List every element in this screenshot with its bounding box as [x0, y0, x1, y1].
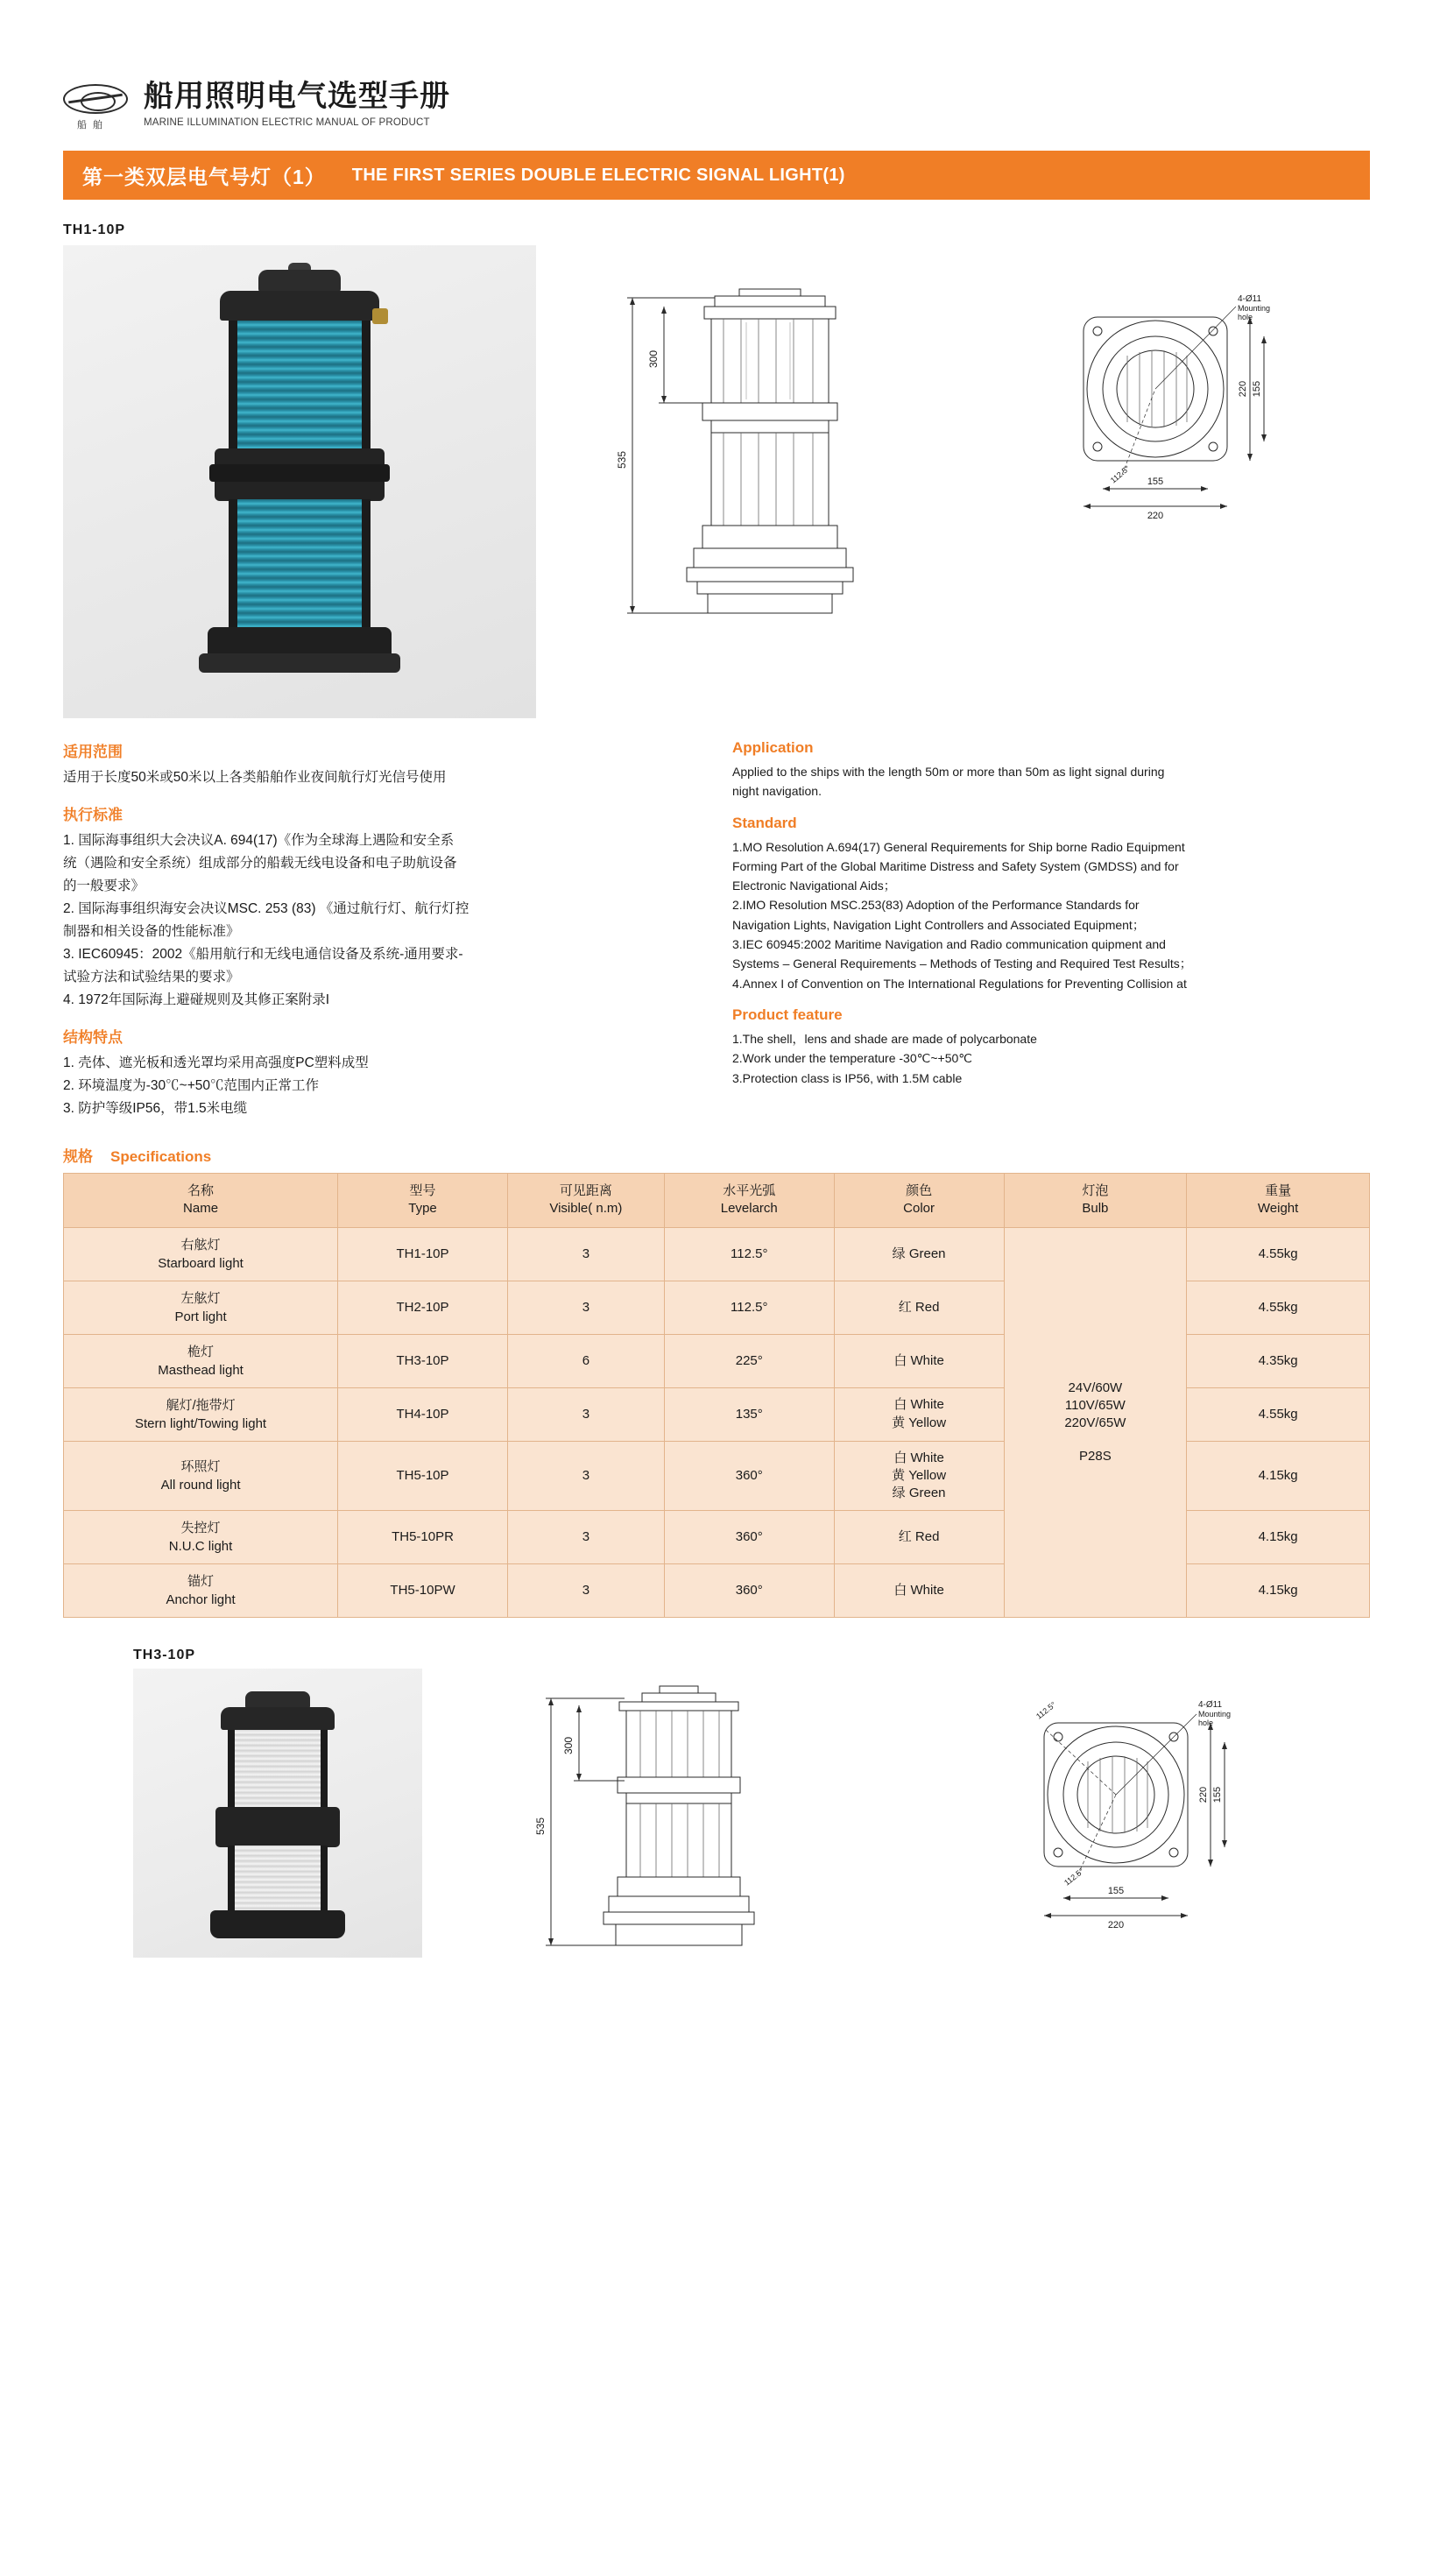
front-elevation-drawing-th3	[528, 1677, 817, 1966]
header-en: Weight	[1257, 1201, 1299, 1217]
section-heading-application-cn: 适用范围	[63, 744, 123, 760]
text-line: Navigation Lights, Navigation Light Controllers and Associated Equipment；	[732, 917, 1145, 932]
text-line: 2. 国际海事组织海安会决议MSC. 253 (83) 《通过航行灯、航行灯控	[63, 901, 469, 917]
cell-color	[834, 1227, 1004, 1281]
color-line: 绿 Green	[892, 1486, 946, 1501]
cell-type: TH1-10P	[338, 1227, 508, 1281]
header-cn: 可见距离	[559, 1183, 612, 1199]
cell-levelarch: 360°	[664, 1511, 834, 1564]
specifications-table	[63, 1173, 1370, 1618]
color-line: 白 White	[893, 1450, 944, 1465]
header-en: Color	[903, 1201, 935, 1217]
bottom-figure-row	[133, 1669, 1370, 1966]
section-body-standard-cn	[63, 830, 701, 1011]
text-line: 4.Annex I of Convention on The International Regulations for Preventing Collision at	[732, 976, 1187, 991]
header-en: Type	[408, 1201, 437, 1217]
col-header-type	[338, 1174, 508, 1228]
dim-inner-dia-bottom2: 155	[1107, 1886, 1124, 1897]
product-photo-th1-10p	[63, 245, 536, 718]
section-body-application-cn	[63, 767, 701, 788]
cell-color	[834, 1334, 1004, 1387]
cell-weight: 4.55kg	[1187, 1387, 1370, 1441]
text-line: 统（遇险和安全系统）组成部分的船载无线电设备和电子助航设备	[63, 856, 457, 872]
table-header-row	[64, 1174, 1370, 1228]
table-row	[64, 1227, 1370, 1281]
spec-title-en: Specifications	[110, 1148, 212, 1166]
dim-bolt-note2: hole	[1237, 313, 1253, 321]
manual-title-en: MARINE ILLUMINATION ELECTRIC MANUAL OF PRODUCT	[144, 117, 430, 129]
top-technical-drawings	[557, 245, 1370, 639]
dim-bolt-note1-bottom: Mounting	[1197, 1710, 1231, 1719]
manual-title-cn: 船用照明电气选型手册	[144, 79, 450, 113]
cell-visible: 3	[507, 1227, 664, 1281]
bulb-line: P28S	[1079, 1449, 1112, 1464]
name-en: N.U.C light	[168, 1539, 233, 1555]
text-line: 1.MO Resolution A.694(17) General Requirements for Ship borne Radio Equipment	[732, 839, 1185, 854]
header-en: Visible( n.m)	[549, 1201, 623, 1217]
cell-levelarch: 360°	[664, 1564, 834, 1618]
dim-inner-dia: 155	[1251, 380, 1262, 398]
banner-title-cn: 第一类双层电气号灯（1）	[82, 165, 326, 188]
cell-levelarch: 360°	[664, 1441, 834, 1511]
name-cn: 桅灯	[187, 1344, 215, 1359]
cell-weight: 4.35kg	[1187, 1334, 1370, 1387]
section-heading-standard-cn: 执行标准	[63, 807, 123, 824]
section-body-feature-en	[732, 1030, 1370, 1087]
description-column-en	[732, 739, 1370, 1121]
section-body-application-en	[732, 763, 1370, 801]
color-line: 白 White	[893, 1352, 944, 1368]
col-header-weight	[1187, 1174, 1370, 1228]
text-line: Electronic Navigational Aids；	[732, 879, 896, 893]
banner-title-en: THE FIRST SERIES DOUBLE ELECTRIC SIGNAL LIGHT(1)	[351, 165, 845, 185]
text-line: 1. 壳体、遮光板和透光罩均采用高强度PC塑料成型	[63, 1055, 369, 1071]
cell-weight: 4.55kg	[1187, 1227, 1370, 1281]
text-line: 适用于长度50米或50米以上各类船舶作业夜间航行灯光信号使用	[63, 770, 447, 785]
text-line: 的一般要求》	[63, 879, 145, 894]
header-en: Name	[183, 1201, 219, 1217]
header-cn: 水平光弧	[723, 1183, 776, 1199]
front-elevation-drawing-th1	[610, 272, 925, 639]
cell-weight: 4.15kg	[1187, 1511, 1370, 1564]
company-logo-icon	[63, 77, 128, 131]
text-line: 1.The shell，lens and shade are made of polycarbonate	[732, 1031, 1037, 1046]
name-cn: 右舷灯	[180, 1237, 221, 1253]
dim-flange-dia-right-bottom: 220	[1197, 1787, 1209, 1803]
bulb-line: 24V/60W	[1068, 1380, 1123, 1395]
section-heading-application-en: Application	[732, 739, 814, 756]
name-en: All round light	[160, 1478, 241, 1493]
cell-color	[834, 1441, 1004, 1511]
name-en: Stern light/Towing light	[135, 1415, 267, 1431]
dim-angle: 112.5°	[1108, 463, 1132, 485]
section-heading-feature-en: Product feature	[732, 1006, 843, 1023]
cell-type: TH5-10P	[338, 1441, 508, 1511]
bulb-line: 110V/65W	[1064, 1397, 1126, 1413]
dim-bolt-spec: 4-Ø11	[1237, 294, 1261, 304]
cell-visible: 3	[507, 1511, 664, 1564]
cell-levelarch: 225°	[664, 1334, 834, 1387]
cell-name	[64, 1334, 338, 1387]
cell-name	[64, 1441, 338, 1511]
header-en: Levelarch	[720, 1201, 778, 1217]
color-line: 白 White	[893, 1397, 944, 1413]
name-en: Anchor light	[166, 1592, 236, 1608]
col-header-levelarch	[664, 1174, 834, 1228]
cell-visible: 3	[507, 1281, 664, 1334]
color-line: 黄 Yellow	[892, 1467, 947, 1483]
dim-upper-height: 300	[646, 349, 660, 369]
text-line: 3.IEC 60945:2002 Maritime Navigation and Radio communication quipment and	[732, 937, 1166, 952]
text-line: 1. 国际海事组织大会决议A. 694(17)《作为全球海上遇险和安全系	[63, 833, 455, 849]
plan-view-drawing-th3	[993, 1677, 1282, 1966]
cell-name	[64, 1281, 338, 1334]
text-line: 2.IMO Resolution MSC.253(83) Adoption of the Performance Standards for	[732, 898, 1140, 913]
header-cn: 颜色	[906, 1183, 933, 1199]
color-line: 白 White	[893, 1583, 944, 1599]
dim-bolt-note2-bottom: hole	[1197, 1719, 1213, 1728]
header-cn: 型号	[409, 1183, 436, 1199]
text-line: 3. IEC60945：2002《船用航行和无线电通信设备及系统-通用要求-	[63, 947, 463, 963]
bulb-spacer	[1008, 1432, 1183, 1448]
description-column-cn	[63, 739, 701, 1121]
header-cn: 重量	[1265, 1183, 1292, 1199]
dim-bolt-note1: Mounting	[1237, 304, 1270, 313]
cell-color	[834, 1387, 1004, 1441]
cell-type: TH2-10P	[338, 1281, 508, 1334]
top-model-label: TH1-10P	[63, 222, 126, 237]
cell-weight: 4.15kg	[1187, 1441, 1370, 1511]
cell-visible: 3	[507, 1387, 664, 1441]
cell-levelarch: 135°	[664, 1387, 834, 1441]
dim-inner-dia-right-bottom: 155	[1211, 1787, 1223, 1803]
cell-visible: 3	[507, 1564, 664, 1618]
spec-title-cn: 规格	[63, 1148, 93, 1166]
cell-visible: 6	[507, 1334, 664, 1387]
header-en: Bulb	[1082, 1201, 1109, 1217]
name-en: Port light	[174, 1309, 227, 1324]
name-cn: 锚灯	[187, 1574, 215, 1590]
name-en: Masthead light	[158, 1362, 244, 1378]
cell-levelarch: 112.5°	[664, 1227, 834, 1281]
col-header-color	[834, 1174, 1004, 1228]
cell-color	[834, 1281, 1004, 1334]
cell-color	[834, 1511, 1004, 1564]
header-cn: 名称	[187, 1183, 215, 1199]
name-en: Starboard light	[158, 1255, 244, 1271]
name-cn: 左舷灯	[180, 1290, 221, 1306]
cell-weight: 4.15kg	[1187, 1564, 1370, 1618]
specifications-title	[63, 1144, 1370, 1166]
name-cn: 艉灯/拖带灯	[166, 1397, 236, 1413]
cell-type: TH5-10PW	[338, 1564, 508, 1618]
logo-text: 船 舶	[77, 120, 105, 131]
description-columns	[63, 739, 1370, 1121]
top-figure-row	[63, 245, 1370, 718]
col-header-name	[64, 1174, 338, 1228]
dim-flange-dia-bottom2: 220	[1107, 1920, 1124, 1931]
cell-levelarch: 112.5°	[664, 1281, 834, 1334]
text-line: 3.Protection class is IP56, with 1.5M cable	[732, 1070, 963, 1085]
cell-name	[64, 1564, 338, 1618]
color-line: 黄 Yellow	[892, 1415, 947, 1430]
cell-type: TH3-10P	[338, 1334, 508, 1387]
section-body-feature-cn	[63, 1053, 701, 1119]
section-heading-feature-cn: 结构特点	[63, 1029, 123, 1047]
cell-color	[834, 1564, 1004, 1618]
document-header	[63, 0, 1370, 151]
color-line: 绿 Green	[892, 1246, 946, 1261]
section-banner	[63, 151, 1370, 200]
cell-type: TH4-10P	[338, 1387, 508, 1441]
dim-flange-dia: 220	[1237, 380, 1248, 398]
dim-inner-dia-bottom: 155	[1147, 476, 1163, 487]
dim-total-height-bottom: 535	[533, 1817, 547, 1836]
text-line: Systems – General Requirements – Methods of Testing and Required Test Results；	[732, 956, 1192, 971]
plan-view-drawing-th1	[1029, 272, 1318, 552]
dim-angle-bottom: 112.5°	[1062, 1867, 1085, 1888]
text-line: night navigation.	[732, 784, 822, 799]
name-cn: 失控灯	[180, 1521, 221, 1536]
name-cn: 环照灯	[180, 1459, 221, 1475]
text-line: 3. 防护等级IP56，带1.5米电缆	[63, 1101, 248, 1117]
dim-bolt-spec-bottom: 4-Ø11	[1197, 1700, 1222, 1711]
cell-visible: 3	[507, 1441, 664, 1511]
col-header-bulb	[1004, 1174, 1187, 1228]
text-line: 4. 1972年国际海上避碰规则及其修正案附录I	[63, 992, 330, 1008]
dim-flange-dia-bottom: 220	[1147, 511, 1163, 521]
cell-type: TH5-10PR	[338, 1511, 508, 1564]
section-heading-standard-en: Standard	[732, 814, 797, 831]
cell-name	[64, 1387, 338, 1441]
text-line: Forming Part of the Global Maritime Distress and Safety System (GMDSS) and for	[732, 858, 1179, 873]
cell-weight: 4.55kg	[1187, 1281, 1370, 1334]
header-cn: 灯泡	[1082, 1183, 1109, 1199]
bottom-model-label: TH3-10P	[133, 1648, 196, 1663]
cell-name	[64, 1227, 338, 1281]
dim-upper-height-bottom: 300	[561, 1737, 575, 1755]
text-line: 制器和相关设备的性能标准》	[63, 924, 240, 940]
color-line: 红 Red	[898, 1299, 940, 1315]
cell-bulb	[1004, 1227, 1187, 1618]
product-photo-th3-10p	[133, 1669, 422, 1958]
cell-name	[64, 1511, 338, 1564]
text-line: 2. 环境温度为-30℃~+50℃范围内正常工作	[63, 1078, 319, 1094]
bulb-line: 220V/65W	[1064, 1415, 1126, 1431]
dim-total-height: 535	[615, 450, 628, 469]
color-line: 红 Red	[898, 1529, 940, 1545]
dim-angle-left: 112.5°	[1034, 1700, 1057, 1722]
text-line: 试验方法和试验结果的要求》	[63, 970, 240, 985]
text-line: 2.Work under the temperature -30℃~+50℃	[732, 1051, 972, 1066]
section-body-standard-en	[732, 838, 1370, 992]
bottom-technical-drawings	[440, 1669, 1370, 1966]
text-line: Applied to the ships with the length 50m or more than 50m as light signal during	[732, 765, 1165, 779]
col-header-visible	[507, 1174, 664, 1228]
